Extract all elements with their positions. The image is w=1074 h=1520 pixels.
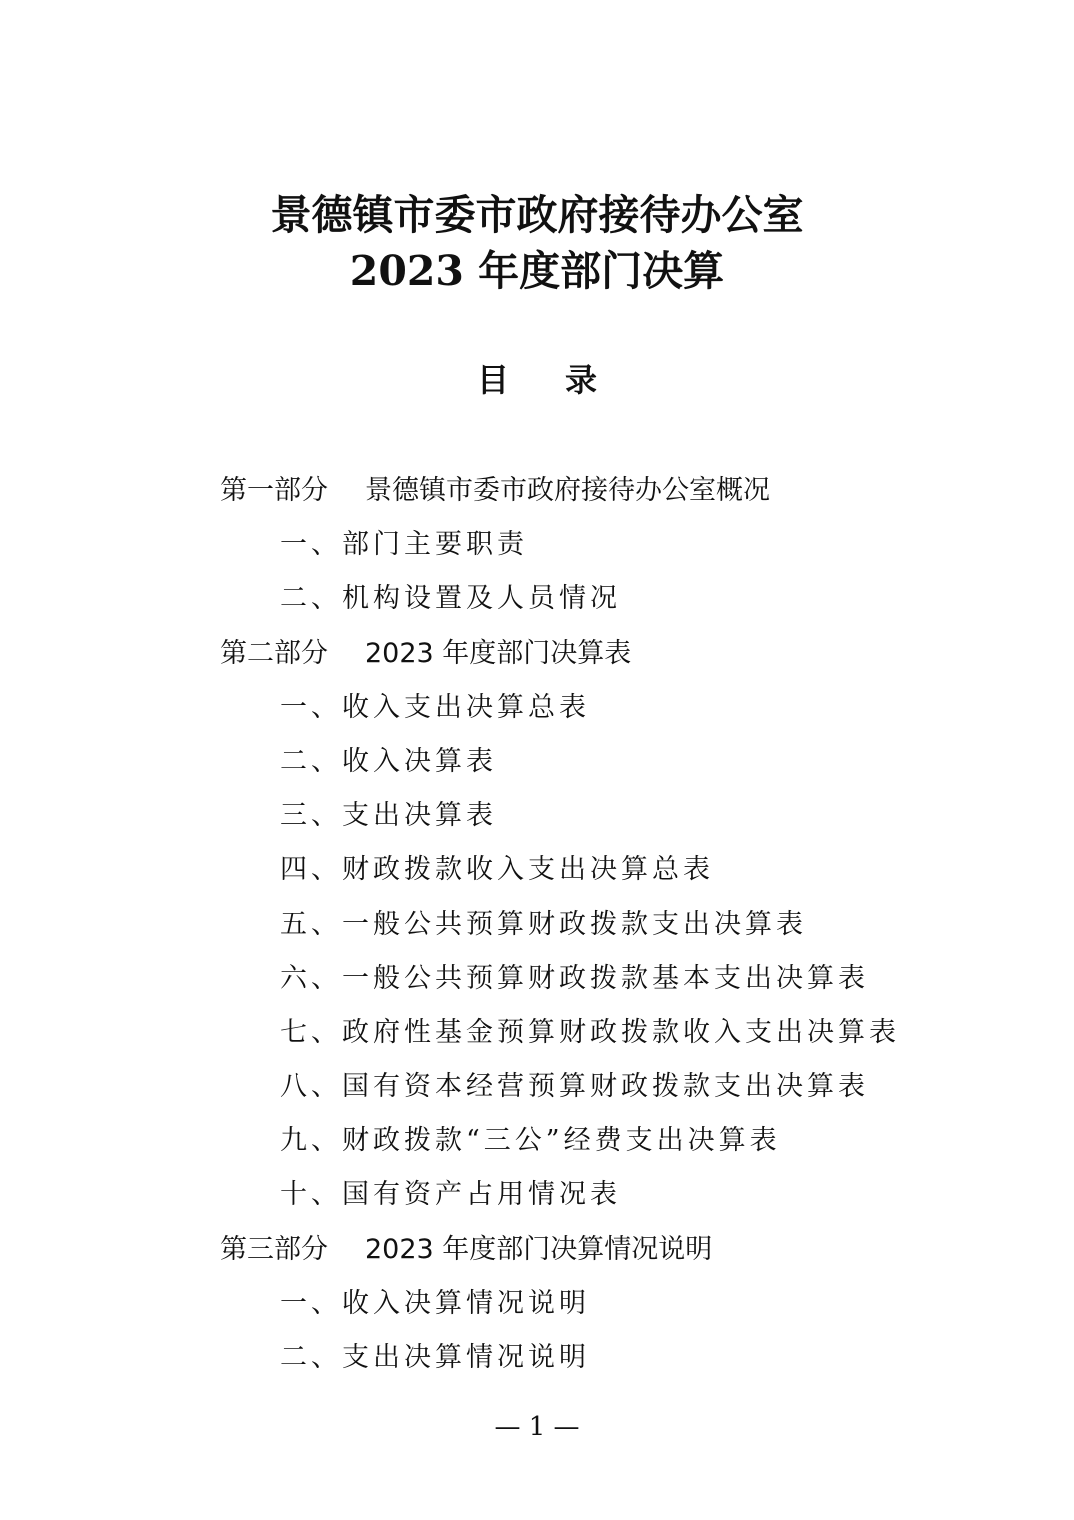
toc-item: 一、收入支出决算总表 <box>280 691 590 723</box>
page-number: — 1 — <box>494 1412 580 1442</box>
toc-item: 九、财政拨款“三公”经费支出决算表 <box>280 1125 781 1157</box>
document-title-line1: 景德镇市委市政府接待办公室 <box>270 191 804 239</box>
toc-item: 三、支出决算表 <box>280 800 497 832</box>
document-title-line2: 2023 年度部门决算 <box>349 247 725 295</box>
toc-part-title: 景德镇市委市政府接待办公室概况 <box>365 475 770 506</box>
toc-heading: 目录 <box>476 361 653 399</box>
toc-part-heading <box>220 1233 1020 1287</box>
toc-item: 八、国有资本经营预算财政拨款支出决算表 <box>280 1071 869 1103</box>
toc-item: 四、财政拨款收入支出决算总表 <box>280 854 714 886</box>
toc-item: 一、部门主要职责 <box>280 529 528 561</box>
toc-part-heading <box>220 637 1020 691</box>
toc-part-title: 2023 年度部门决算情况说明 <box>365 1233 713 1265</box>
toc-item: 七、政府性基金预算财政拨款收入支出决算表 <box>280 1016 900 1048</box>
toc-part-number: 第一部分 <box>220 475 328 506</box>
toc-item: 六、一般公共预算财政拨款基本支出决算表 <box>280 962 869 994</box>
toc-item: 二、收入决算表 <box>280 745 497 777</box>
toc-item: 十、国有资产占用情况表 <box>280 1179 621 1211</box>
toc-part-number: 第二部分 <box>220 637 328 669</box>
toc-item: 二、机构设置及人员情况 <box>280 583 621 615</box>
toc-part-heading <box>220 474 1020 528</box>
toc-item: 一、收入决算情况说明 <box>280 1287 590 1319</box>
toc-part-title: 2023 年度部门决算表 <box>365 637 632 669</box>
toc-item: 五、一般公共预算财政拨款支出决算表 <box>280 908 807 940</box>
table-of-contents <box>220 474 1020 1395</box>
toc-item: 二、支出决算情况说明 <box>280 1342 590 1373</box>
toc-part-number: 第三部分 <box>220 1233 328 1265</box>
